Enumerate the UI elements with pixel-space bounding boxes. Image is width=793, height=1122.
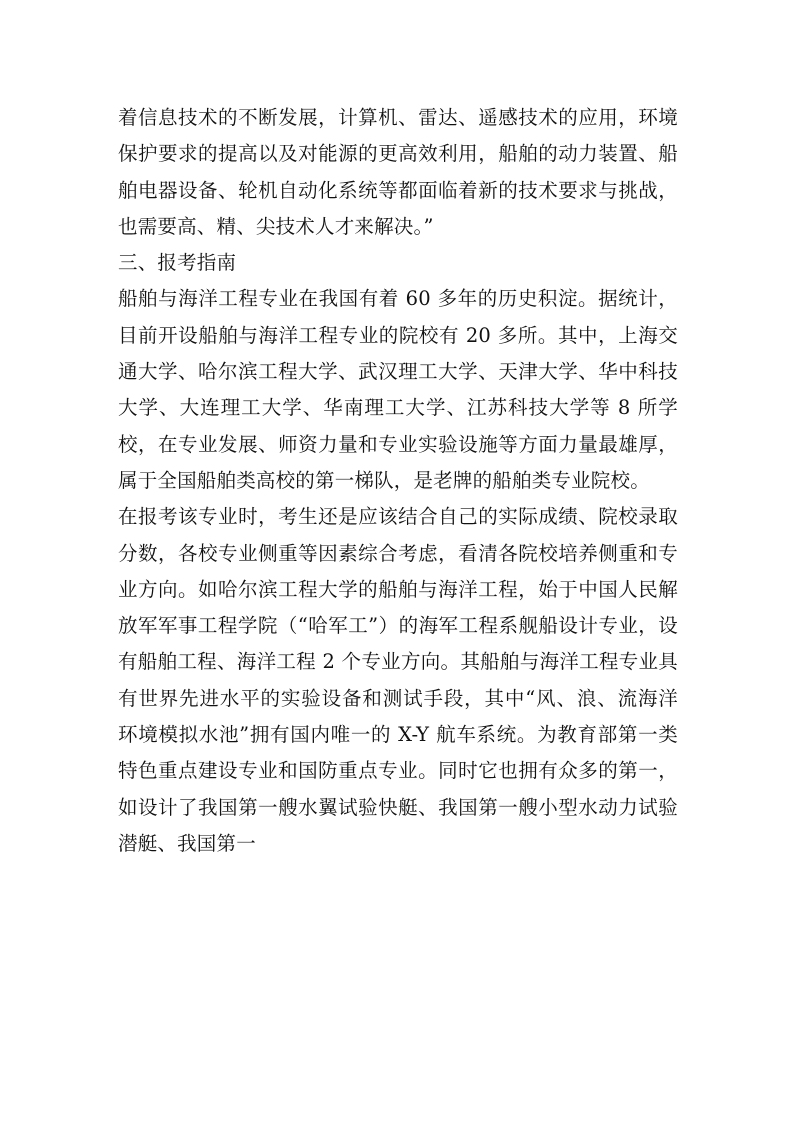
paragraph-application-advice: 在报考该专业时，考生还是应该结合自己的实际成绩、院校录取分数，各校专业侧重等因素综合考虑，看清各院校培养侧重和专业方向。如哈尔滨工程大学的船舶与海洋工程，始于中国人民解放军军事工程学院（“哈军工”）的海军工程系舰船设计专业，设有船舶工程、海洋工程 2 个专业方向。其船舶与海洋工程专业具有世界先进水平的实验设备和测试手段，其中“风、浪、流海洋环境模拟水池”拥有国内唯一的 X-Y 航车系统。为教育部第一类特色重点建设专业和国防重点专业。同时它也拥有众多的第一，如设计了我国第一艘水翼试验快艇、我国第一艘小型水动力试验潜艇、我国第一 <box>118 505 678 855</box>
section-heading: 三、报考指南 <box>118 251 237 275</box>
paragraph-institutions: 船舶与海洋工程专业在我国有着 60 多年的历史积淀。据统计，目前开设船舶与海洋工程专业的院校有 20 多所。其中，上海交通大学、哈尔滨工程大学、武汉理工大学、天津大学、华中科技大学、大连理工大学、华南理工大学、江苏科技大学等 8 所学校，在专业发展、师资力量和专业实验设施等方面力量最雄厚，属于全国船舶类高校的第一梯队，是老牌的船舶类专业院校。 <box>118 287 678 492</box>
paragraph-continuation: 着信息技术的不断发展，计算机、雷达、遥感技术的应用，环境保护要求的提高以及对能源的更高效利用，船舶的动力装置、船舶电器设备、轮机自动化系统等都面临着新的技术要求与挑战，也需要高、精、尖技术人才来解决。” <box>118 106 678 238</box>
document-body <box>118 100 678 862</box>
